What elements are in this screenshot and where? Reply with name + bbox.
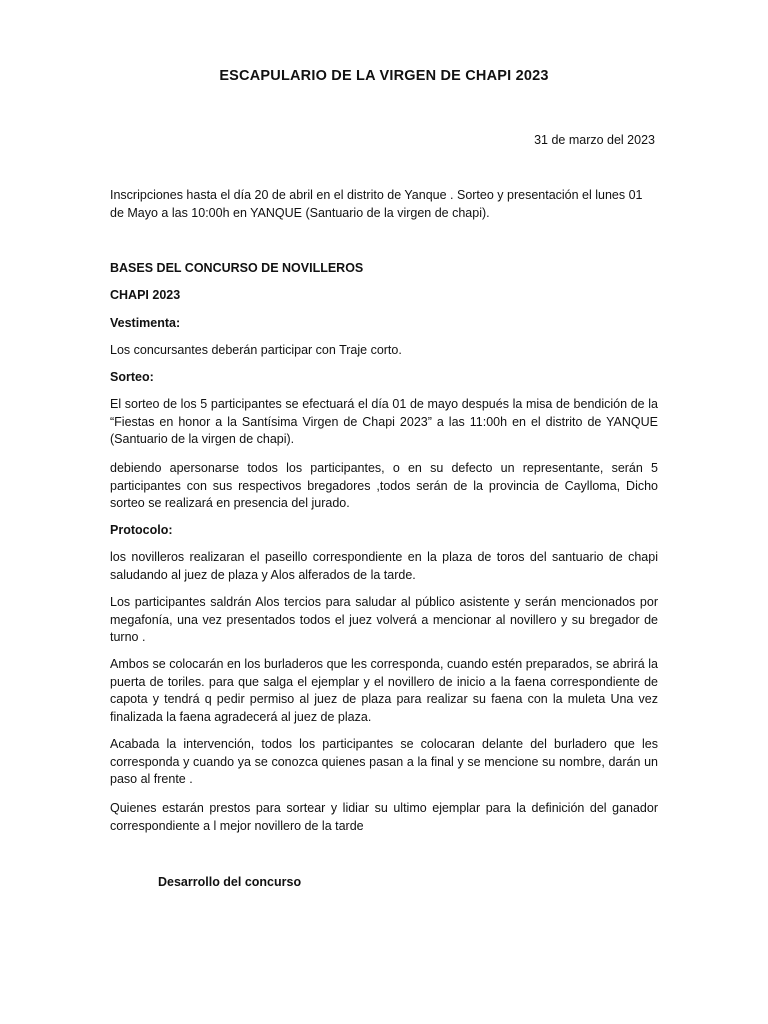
protocolo-paragraph-3: Ambos se colocarán en los burladeros que les corresponda, cuando estén preparados, se abrirá la puerta de toriles. para que salga el ejemplar y el novillero de inicio a la faena correspondiente de capota y tendrá q pedir permiso al juez de plaza para realizar su faena con la muleta Una vez finalizada la faena agradecerá al juez de plaza. <box>110 657 658 724</box>
sorteo-heading: Sorteo: <box>110 370 154 384</box>
vestimenta-paragraph: Los concursantes deberán participar con Traje corto. <box>110 343 402 357</box>
sorteo-paragraph-2: debiendo apersonarse todos los participantes, o en su defecto un representante, serán 5 participantes con sus respectivos bregadores ,todos serán de la provincia de Caylloma, Dicho sorteo se realizará en presencia del jurado. <box>110 461 658 510</box>
intro-paragraph: Inscripciones hasta el día 20 de abril en el distrito de Yanque . Sorteo y presentación el lunes 01 de Mayo a las 10:00h en YANQUE (Santuario de la virgen de chapi). <box>110 188 643 220</box>
protocolo-paragraph-4: Acabada la intervención, todos los participantes se colocaran delante del burladero que les corresponda y cuando ya se conozca quienes pasan a la final y se mencione su nombre, darán un paso al frente . <box>110 737 658 786</box>
protocolo-heading: Protocolo: <box>110 523 173 537</box>
bases-heading: BASES DEL CONCURSO DE NOVILLEROS <box>110 261 364 275</box>
protocolo-paragraph-5: Quienes estarán prestos para sortear y lidiar su ultimo ejemplar para la definición del ganador correspondiente a l mejor novillero de la tarde <box>110 801 658 833</box>
document-title: ESCAPULARIO DE LA VIRGEN DE CHAPI 2023 <box>219 68 549 84</box>
sorteo-paragraph-1: El sorteo de los 5 participantes se efectuará el día 01 de mayo después la misa de bendición de la “Fiestas en honor a la Santísima Virgen de Chapi 2023” a las 11:00h en el distrito de YANQUE (Santuario de la virgen de chapi). <box>110 397 658 446</box>
vestimenta-heading: Vestimenta: <box>110 316 181 330</box>
document-date: 31 de marzo del 2023 <box>534 133 655 147</box>
desarrollo-heading: Desarrollo del concurso <box>158 875 302 889</box>
bases-subheading: CHAPI 2023 <box>110 288 181 302</box>
protocolo-paragraph-1: los novilleros realizaran el paseillo correspondiente en la plaza de toros del santuario de chapi saludando al juez de plaza y Alos alferados de la tarde. <box>110 550 658 582</box>
protocolo-paragraph-2: Los participantes saldrán Alos tercios para saludar al público asistente y serán mencionados por megafonía, una vez presentados todos el juez volverá a mencionar al novillero y su bregador de turno . <box>110 595 658 644</box>
